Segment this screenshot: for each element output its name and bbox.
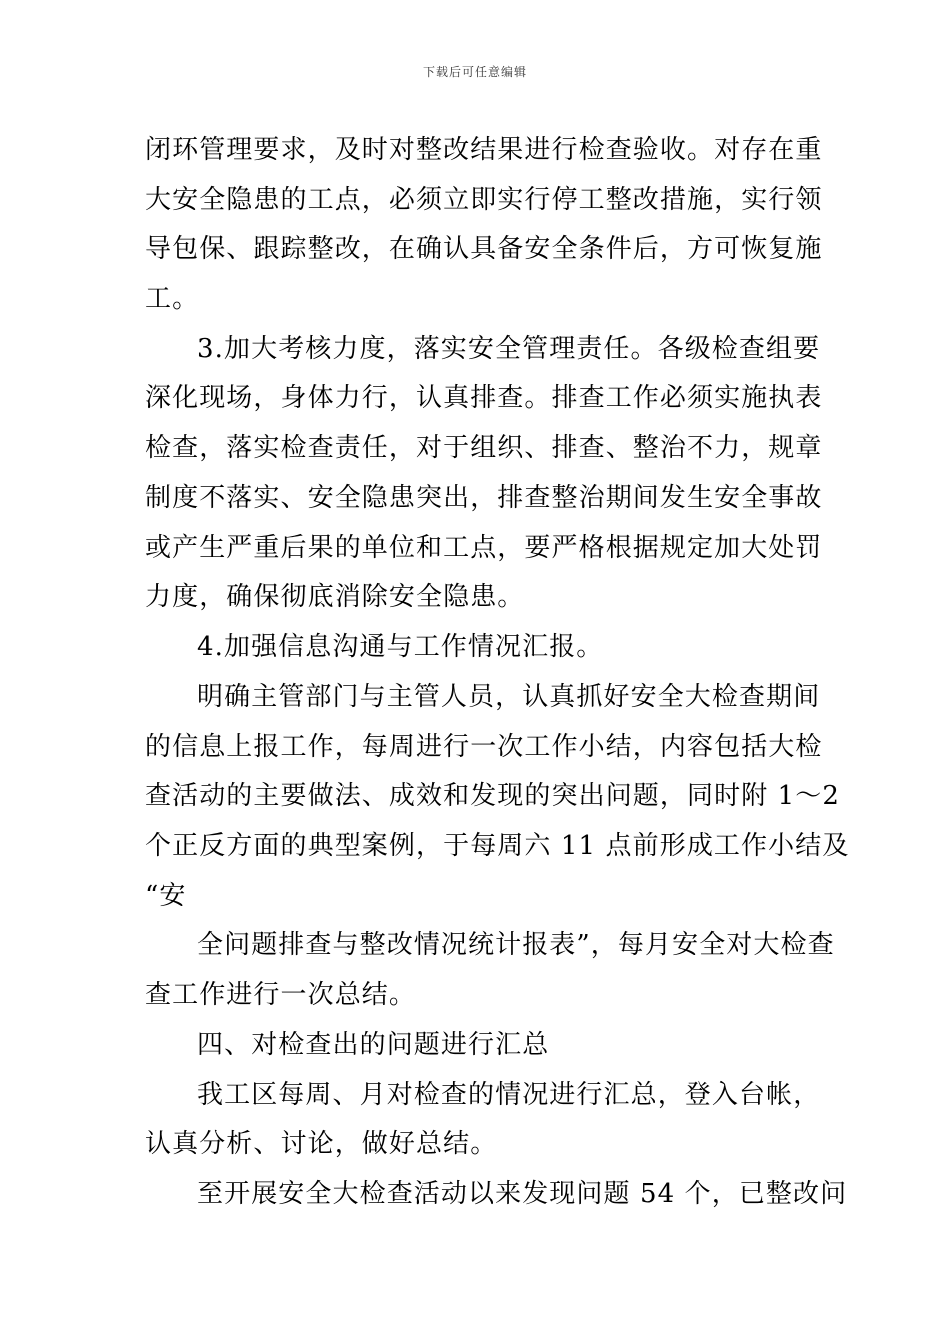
body-line: 3.加大考核力度，落实安全管理责任。各级检查组要 bbox=[197, 334, 821, 364]
body-line: 深化现场，身体力行，认真排查。排查工作必须实施执表 bbox=[145, 383, 823, 413]
body-line: 闭环管理要求，及时对整改结果进行检查验收。对存在重 bbox=[145, 135, 823, 165]
body-line: “安 bbox=[145, 881, 187, 911]
body-line: 全问题排查与整改情况统计报表”，每月安全对大检查 bbox=[197, 930, 835, 960]
body-line: 检查，落实检查责任，对于组织、排查、整治不力，规章 bbox=[145, 433, 823, 463]
body-line: 大安全隐患的工点，必须立即实行停工整改措施，实行领 bbox=[145, 185, 823, 215]
body-line: 至开展安全大检查活动以来发现问题 54 个，已整改问 bbox=[197, 1179, 848, 1209]
body-line: 的信息上报工作，每周进行一次工作小结，内容包括大检 bbox=[145, 732, 823, 762]
body-line: 4.加强信息沟通与工作情况汇报。 bbox=[197, 632, 604, 662]
body-line: 或产生严重后果的单位和工点，要严格根据规定加大处罚 bbox=[145, 533, 823, 563]
body-line: 力度，确保彻底消除安全隐患。 bbox=[145, 582, 525, 612]
body-line: 明确主管部门与主管人员，认真抓好安全大检查期间 bbox=[197, 682, 821, 712]
body-line: 制度不落实、安全隐患突出，排查整治期间发生安全事故 bbox=[145, 483, 823, 513]
header-note: 下载后可任意编辑 bbox=[422, 65, 527, 79]
section-heading: 四、对检查出的问题进行汇总 bbox=[197, 1030, 550, 1060]
body-line: 查工作进行一次总结。 bbox=[145, 980, 417, 1010]
body-line: 导包保、跟踪整改，在确认具备安全条件后，方可恢复施 bbox=[145, 234, 823, 264]
body-line: 个正反方面的典型案例，于每周六 11 点前形成工作小结及 bbox=[145, 831, 850, 861]
body-line: 查活动的主要做法、成效和发现的突出问题，同时附 1～2 bbox=[145, 781, 841, 811]
body-line: 认真分析、讨论，做好总结。 bbox=[145, 1129, 498, 1159]
body-line: 我工区每周、月对检查的情况进行汇总，登入台帐， bbox=[197, 1080, 821, 1110]
body-line: 工。 bbox=[145, 284, 200, 314]
